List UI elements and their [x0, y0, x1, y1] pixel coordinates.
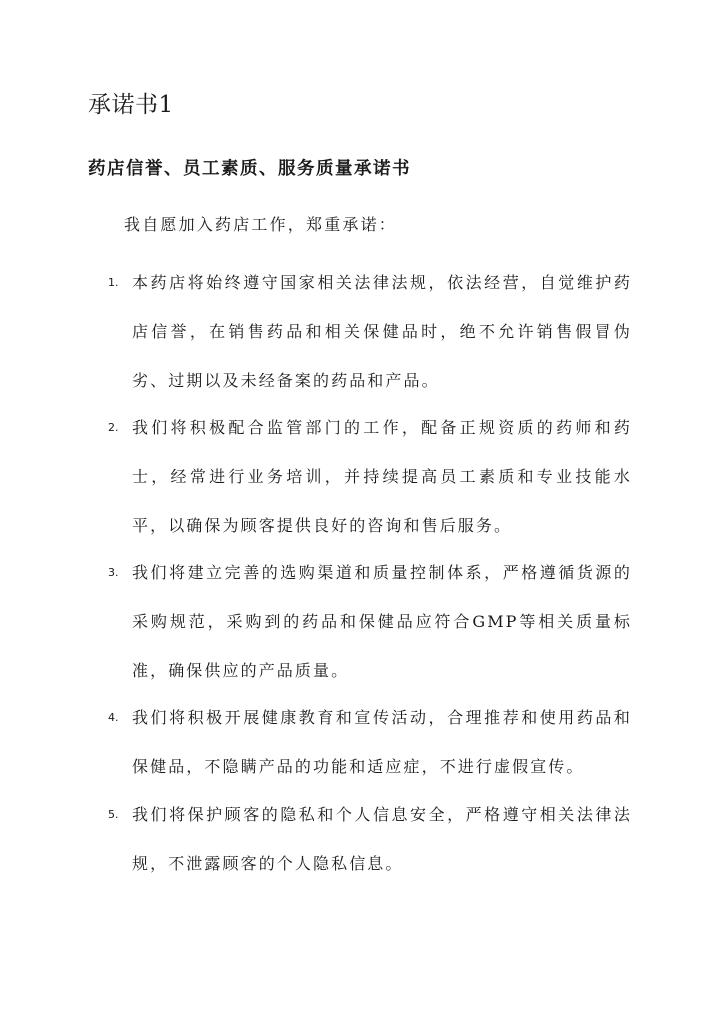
list-item-number: 1. [108, 276, 119, 289]
list-item-number: 3. [108, 566, 119, 579]
document-subtitle: 药店信誉、员工素质、服务质量承诺书 [88, 159, 411, 179]
intro-paragraph: 我自愿加入药店工作，郑重承诺： [124, 215, 398, 234]
list-item-text: 我们将积极开展健康教育和宣传活动，合理推荐和使用药品和保健品，不隐瞒产品的功能和适应症，不进行虚假宣传。 [132, 708, 632, 776]
list-item-text: 我们将建立完善的选购渠道和质量控制体系，严格遵循货源的采购规范，采购到的药品和保健品应符合GMP等相关质量标准，确保供应的产品质量。 [132, 563, 632, 680]
list-item-text: 我们将保护顾客的隐私和个人信息安全，严格遵守相关法律法规，不泄露顾客的个人隐私信息。 [132, 805, 632, 873]
list-item-number: 4. [108, 711, 119, 724]
document-title: 承诺书1 [88, 92, 174, 118]
list-item-number: 5. [108, 808, 119, 821]
list-item-number: 2. [108, 421, 119, 434]
list-item-text: 本药店将始终遵守国家相关法律法规，依法经营，自觉维护药店信誉，在销售药品和相关保健品时，绝不允许销售假冒伪劣、过期以及未经备案的药品和产品。 [132, 273, 632, 390]
list-item-text: 我们将积极配合监管部门的工作，配备正规资质的药师和药士，经常进行业务培训，并持续提高员工素质和专业技能水平，以确保为顾客提供良好的咨询和售后服务。 [132, 418, 632, 535]
